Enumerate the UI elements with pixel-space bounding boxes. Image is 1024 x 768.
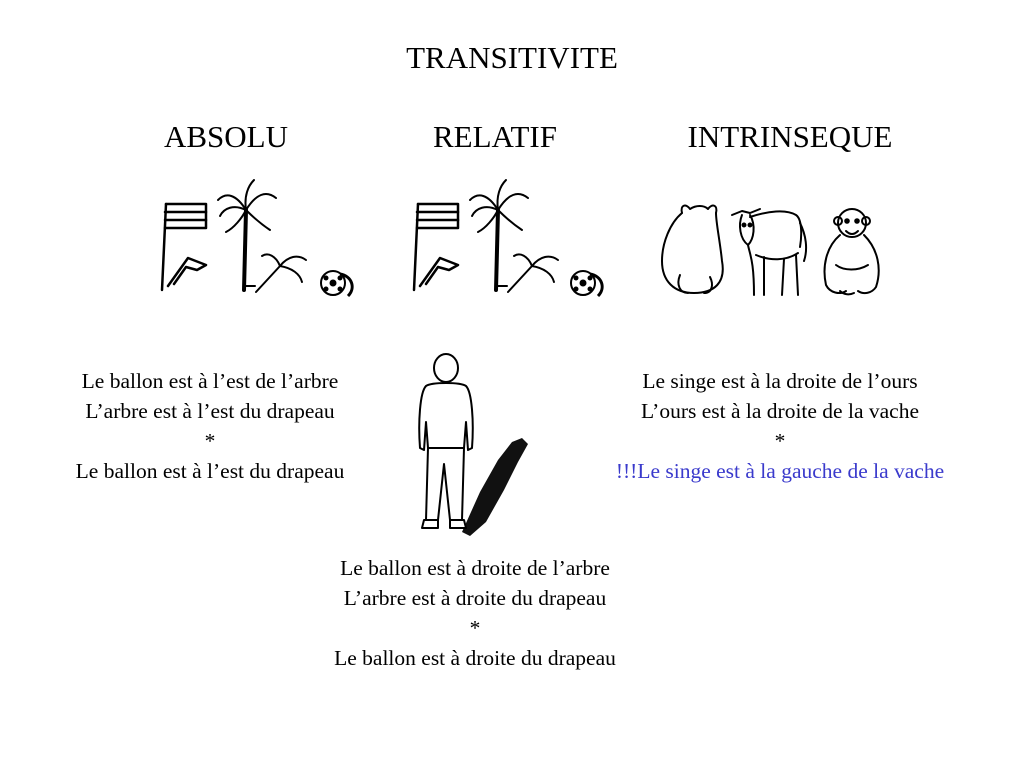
absolu-scene <box>150 170 370 310</box>
bear-icon <box>662 206 723 293</box>
relatif-reasoning <box>270 553 680 673</box>
palm-tree-icon <box>470 180 558 292</box>
premise-1: Le ballon est à l’est de l’arbre <box>81 369 339 393</box>
separator: * <box>204 429 216 453</box>
column-heading-intrinseque: INTRINSEQUE <box>687 119 893 154</box>
slide-title: TRANSITIVITE <box>406 40 618 75</box>
column-heading-absolu: ABSOLU <box>163 119 288 154</box>
conclusion: Le ballon est à l’est du drapeau <box>75 459 345 483</box>
premise-1: Le ballon est à droite de l’arbre <box>340 556 610 580</box>
flag-icon <box>162 204 206 290</box>
monkey-icon <box>825 209 879 294</box>
ball-icon <box>571 271 602 296</box>
palm-tree-icon <box>218 180 306 292</box>
separator: * <box>774 429 786 453</box>
relatif-scene <box>402 170 622 310</box>
conclusion: Le ballon est à droite du drapeau <box>334 646 616 670</box>
flag-icon <box>414 204 458 290</box>
premise-2: L’ours est à la droite de la vache <box>641 399 919 423</box>
column-heading-relatif: RELATIF <box>433 119 557 154</box>
intrinseque-reasoning <box>570 366 990 486</box>
premise-1: Le singe est à la droite de l’ours <box>642 369 918 393</box>
conclusion: !!!Le singe est à la gauche de la vache <box>615 459 945 483</box>
separator: * <box>469 616 481 640</box>
cow-icon <box>732 209 806 295</box>
person-icon <box>400 352 540 537</box>
absolu-reasoning <box>30 366 390 486</box>
ball-icon <box>321 271 352 296</box>
premise-2: L’arbre est à l’est du drapeau <box>85 399 335 423</box>
premise-2: L’arbre est à droite du drapeau <box>343 586 607 610</box>
intrinseque-scene <box>650 195 890 305</box>
